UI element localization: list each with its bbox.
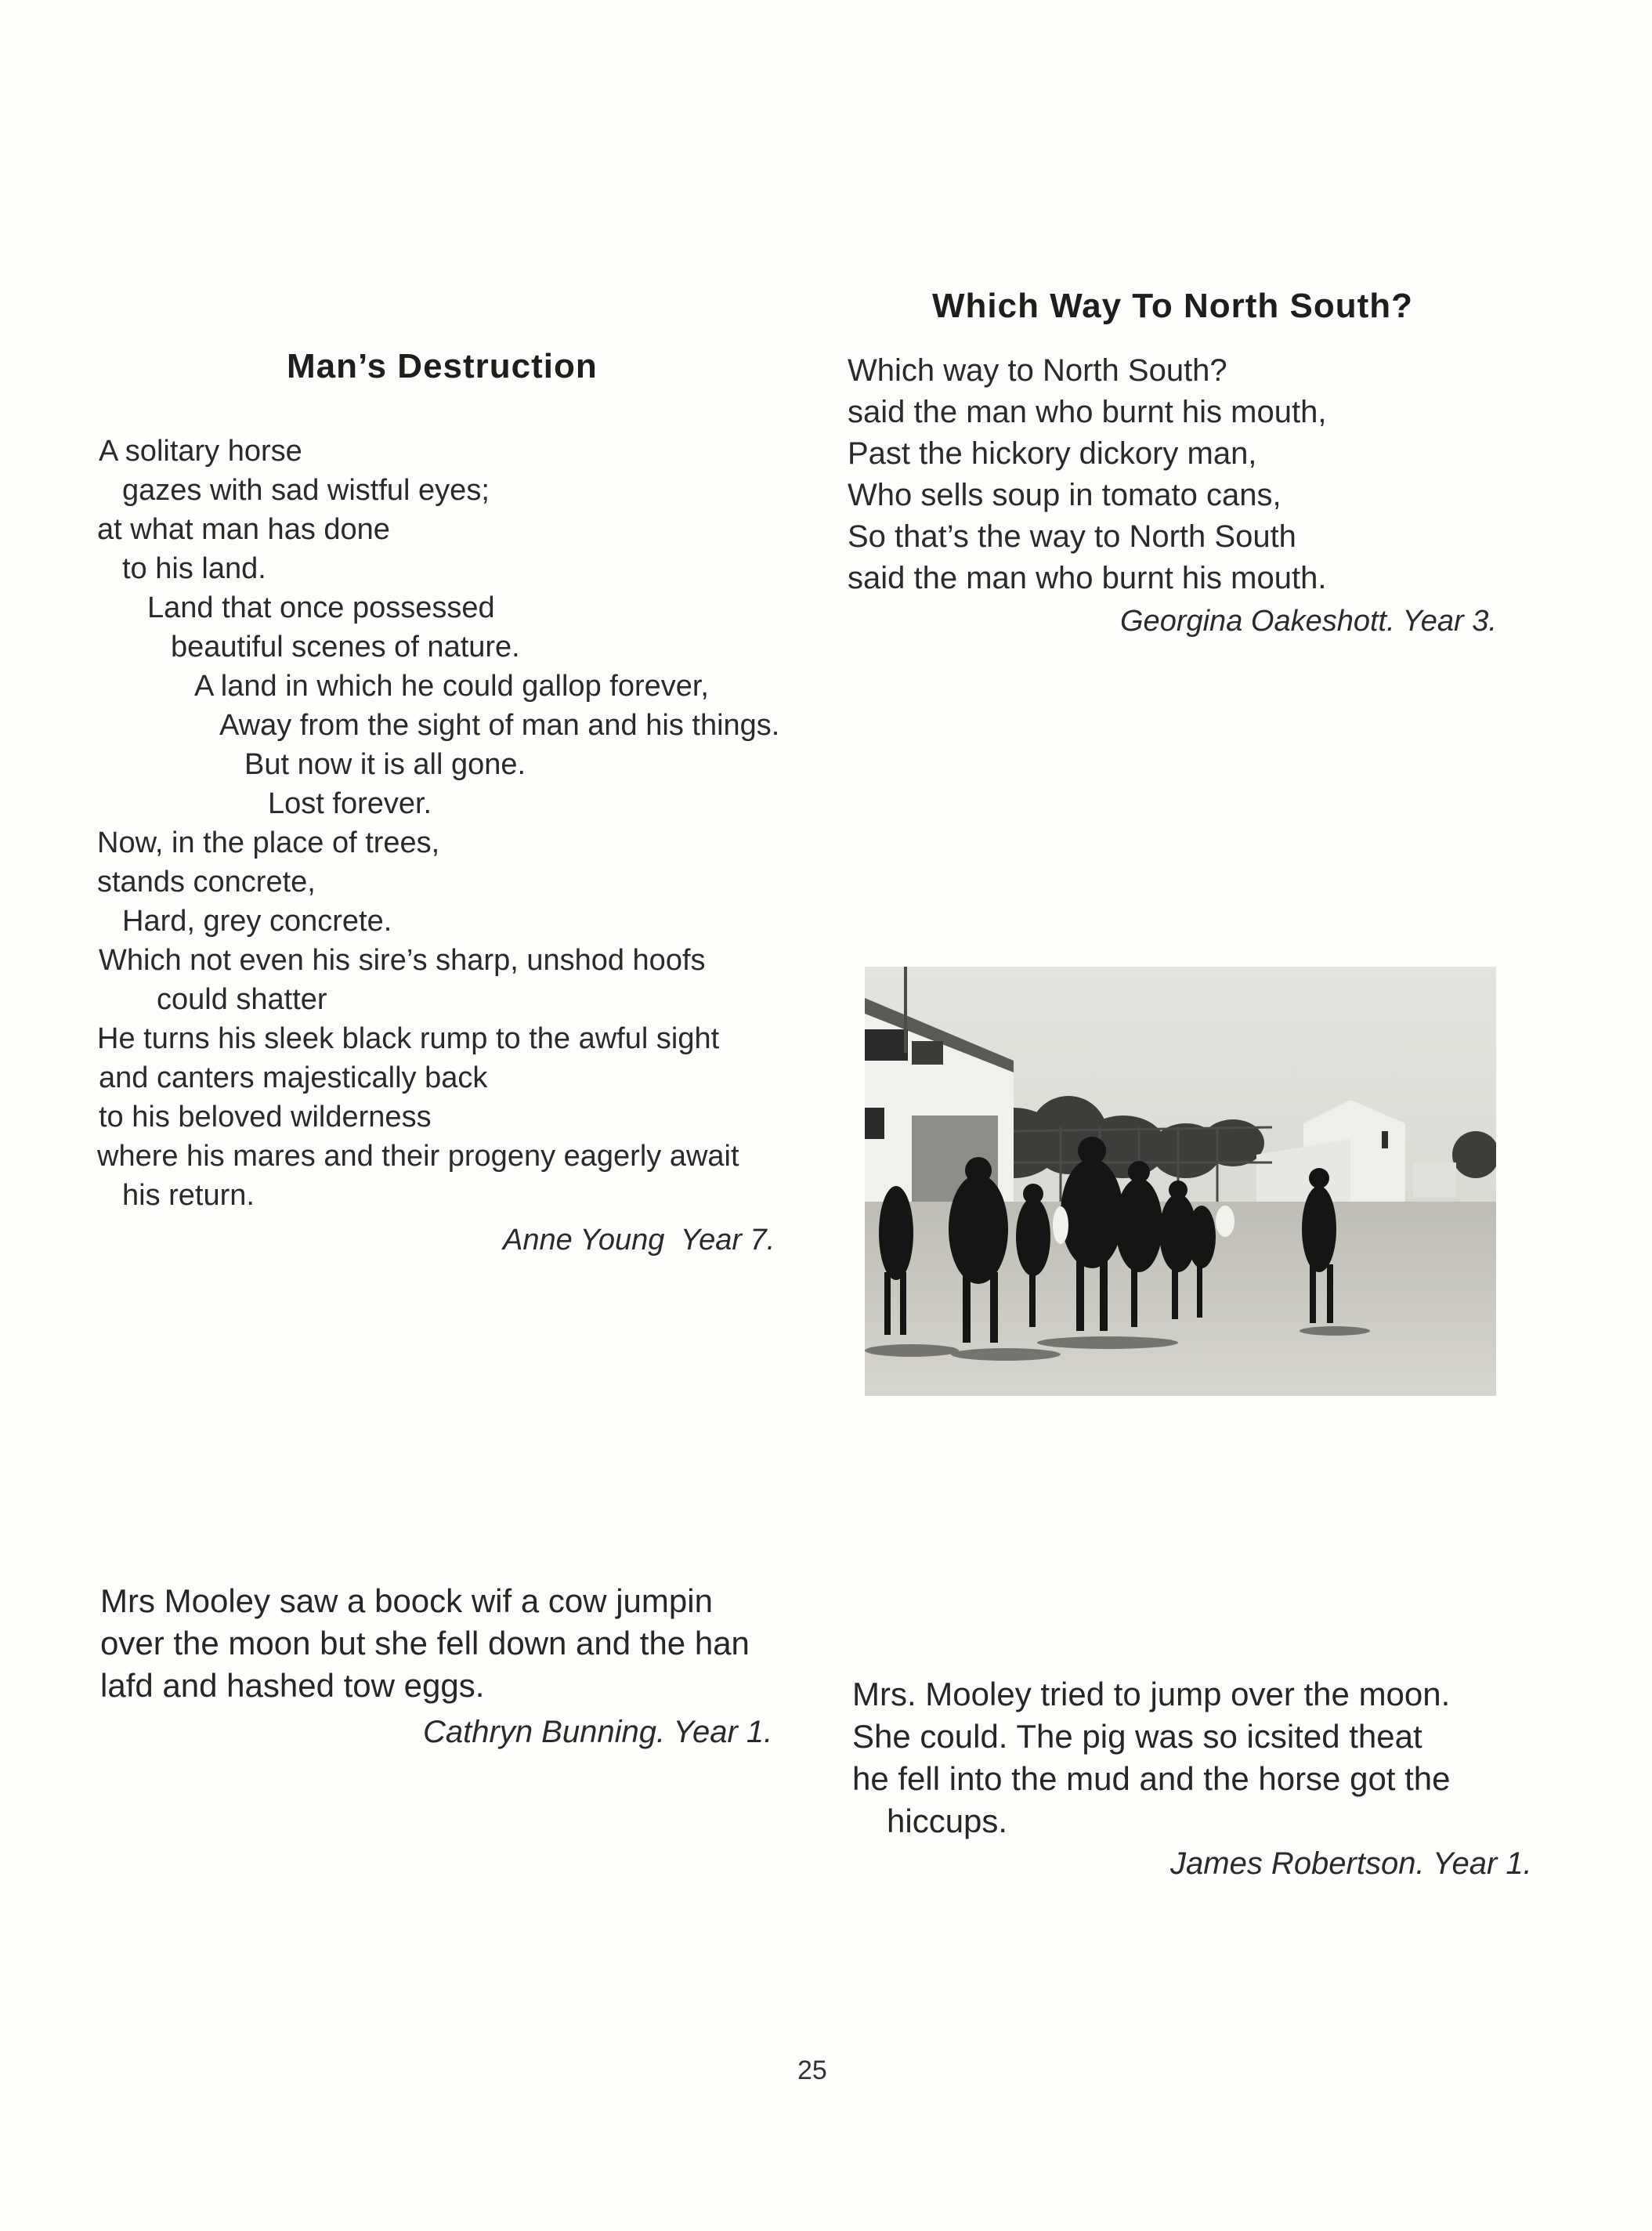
poem-line: where his mares and their progeny eagerly await bbox=[97, 1140, 739, 1173]
poem-line: Land that once possessed bbox=[147, 591, 495, 624]
poem-line: But now it is all gone. bbox=[244, 748, 526, 781]
poem-line: Mrs. Mooley tried to jump over the moon. bbox=[852, 1676, 1451, 1712]
page-number: 25 bbox=[797, 2056, 827, 2085]
poem-line: He turns his sleek black rump to the awful sight bbox=[97, 1022, 720, 1055]
schoolyard-photo bbox=[865, 967, 1496, 1396]
poem-author-anne-young: Anne Young Year 7. bbox=[503, 1224, 775, 1257]
poem-line: gazes with sad wistful eyes; bbox=[122, 474, 490, 507]
poem-line: Who sells soup in tomato cans, bbox=[848, 478, 1281, 512]
poem-body-cathryn-bunning bbox=[100, 1580, 750, 1707]
poem-line: hiccups. bbox=[887, 1803, 1008, 1839]
poem-line: at what man has done bbox=[97, 513, 390, 546]
poem-line: his return. bbox=[122, 1179, 255, 1212]
poem-line: Away from the sight of man and his things. bbox=[219, 709, 780, 742]
poem-line: said the man who burnt his mouth. bbox=[848, 561, 1327, 595]
poem-line: stands concrete, bbox=[97, 866, 316, 899]
poem-line: to his land. bbox=[122, 552, 266, 585]
poem-title-which-way: Which Way To North South? bbox=[932, 287, 1414, 325]
poem-line: Which not even his sire’s sharp, unshod hoofs bbox=[99, 944, 706, 977]
poem-line: he fell into the mud and the horse got the bbox=[852, 1760, 1451, 1797]
poem-body-mans-destruction bbox=[97, 432, 779, 1215]
poem-line: over the moon but she fell down and the han bbox=[100, 1625, 750, 1661]
poem-line: could shatter bbox=[157, 983, 327, 1016]
poem-line: Which way to North South? bbox=[848, 353, 1227, 388]
poem-author-james-robertson: James Robertson. Year 1. bbox=[1170, 1846, 1532, 1881]
poem-line: Hard, grey concrete. bbox=[122, 905, 392, 938]
poem-line: She could. The pig was so icsited theat bbox=[852, 1718, 1422, 1755]
poem-line: lafd and hashed tow eggs. bbox=[100, 1667, 485, 1704]
poem-line: Past the hickory dickory man, bbox=[848, 436, 1257, 471]
poem-body-james-robertson bbox=[852, 1673, 1451, 1842]
poem-title-mans-destruction: Man’s Destruction bbox=[287, 347, 598, 385]
poem-line: A solitary horse bbox=[99, 435, 302, 468]
poem-line: Lost forever. bbox=[268, 787, 432, 820]
poem-line: to his beloved wilderness bbox=[99, 1101, 432, 1134]
schoolyard-photo-image bbox=[865, 967, 1496, 1396]
poem-body-which-way bbox=[848, 350, 1326, 599]
poem-line: Mrs Mooley saw a boock wif a cow jumpin bbox=[100, 1582, 713, 1619]
poem-line: said the man who burnt his mouth, bbox=[848, 395, 1327, 429]
poem-line: A land in which he could gallop forever, bbox=[194, 670, 709, 703]
poem-line: and canters majestically back bbox=[99, 1061, 488, 1094]
poem-line: Now, in the place of trees, bbox=[97, 826, 440, 859]
poem-author-georgina-oakeshott: Georgina Oakeshott. Year 3. bbox=[1120, 605, 1497, 638]
poem-author-cathryn-bunning: Cathryn Bunning. Year 1. bbox=[423, 1715, 773, 1749]
poem-line: So that’s the way to North South bbox=[848, 519, 1296, 554]
poem-line: beautiful scenes of nature. bbox=[171, 631, 520, 664]
